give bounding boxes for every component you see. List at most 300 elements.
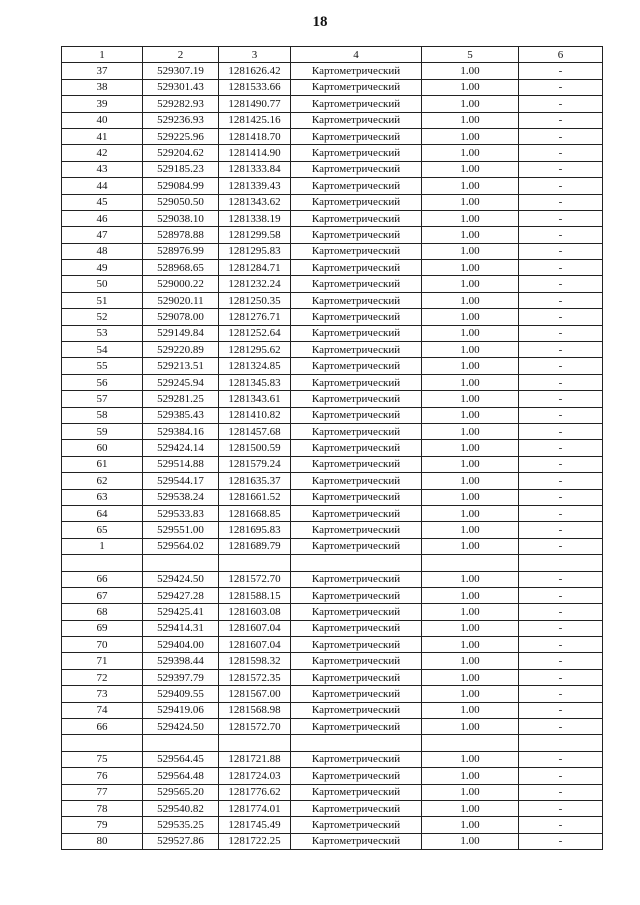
table-cell: - [519, 538, 603, 554]
table-cell: - [519, 423, 603, 439]
table-cell: - [519, 473, 603, 489]
table-row [62, 456, 603, 472]
table-cell: 1.00 [422, 833, 519, 849]
table-cell: 75 [62, 751, 143, 767]
table-cell: 1281252.64 [219, 325, 291, 341]
table-cell: - [519, 145, 603, 161]
table-cell: 1281343.62 [219, 194, 291, 210]
table-cell: 72 [62, 669, 143, 685]
table-row [62, 637, 603, 653]
table-cell: 529038.10 [143, 210, 219, 226]
table-cell: 1.00 [422, 227, 519, 243]
table-cell: 1281410.82 [219, 407, 291, 423]
table-cell: 1.00 [422, 63, 519, 79]
table-cell: 529307.19 [143, 63, 219, 79]
table-cell: - [519, 587, 603, 603]
table-row [62, 325, 603, 341]
table-cell: 1281572.35 [219, 669, 291, 685]
table-cell: - [519, 768, 603, 784]
table-cell: 1281721.88 [219, 751, 291, 767]
table-cell: 529000.22 [143, 276, 219, 292]
table-cell: 1281457.68 [219, 423, 291, 439]
table-cell: 529533.83 [143, 505, 219, 521]
table-row [62, 784, 603, 800]
table-cell: 1.00 [422, 96, 519, 112]
table-row [62, 489, 603, 505]
table-cell: 1.00 [422, 571, 519, 587]
table-cell: 38 [62, 79, 143, 95]
table-cell: 529424.14 [143, 440, 219, 456]
table-cell: Картометрический [291, 571, 422, 587]
table-cell: 1281339.43 [219, 178, 291, 194]
table-cell: 1.00 [422, 768, 519, 784]
table-cell: 1.00 [422, 260, 519, 276]
table-row [62, 800, 603, 816]
table-cell: Картометрический [291, 194, 422, 210]
table-cell [143, 735, 219, 751]
table-cell: 73 [62, 686, 143, 702]
table-cell: 44 [62, 178, 143, 194]
table-cell: 1.00 [422, 210, 519, 226]
table-cell: 1281299.58 [219, 227, 291, 243]
table-row [62, 243, 603, 259]
table-cell: 529236.93 [143, 112, 219, 128]
table-cell: 1.00 [422, 522, 519, 538]
table-cell: - [519, 817, 603, 833]
table-cell: 1281603.08 [219, 604, 291, 620]
table-cell: 1281724.03 [219, 768, 291, 784]
table-cell: 529397.79 [143, 669, 219, 685]
table-cell: Картометрический [291, 178, 422, 194]
table-cell [62, 555, 143, 571]
table-cell: 1 [62, 538, 143, 554]
table-cell: 529527.86 [143, 833, 219, 849]
table-row [62, 194, 603, 210]
table-row [62, 522, 603, 538]
table-row [62, 702, 603, 718]
table-cell: - [519, 604, 603, 620]
table-cell: 1.00 [422, 489, 519, 505]
table-cell: 1281635.37 [219, 473, 291, 489]
table-cell: 1281276.71 [219, 309, 291, 325]
table-row [62, 473, 603, 489]
table-row [62, 96, 603, 112]
table-cell: 529564.45 [143, 751, 219, 767]
table-cell: Картометрический [291, 505, 422, 521]
table-cell: 1281588.15 [219, 587, 291, 603]
table-row [62, 145, 603, 161]
table-cell: Картометрический [291, 292, 422, 308]
table-cell: - [519, 719, 603, 735]
table-cell: 1281568.98 [219, 702, 291, 718]
table-row [62, 358, 603, 374]
table-row [62, 751, 603, 767]
table-cell: 62 [62, 473, 143, 489]
table-cell: 63 [62, 489, 143, 505]
table-cell: 1281567.00 [219, 686, 291, 702]
table-cell: 1281774.01 [219, 800, 291, 816]
table-cell: 64 [62, 505, 143, 521]
table-cell: - [519, 178, 603, 194]
table-cell [422, 735, 519, 751]
table-cell: - [519, 391, 603, 407]
table-cell: 55 [62, 358, 143, 374]
table-cell: 68 [62, 604, 143, 620]
table-cell: - [519, 620, 603, 636]
table-cell: - [519, 210, 603, 226]
table-cell [519, 735, 603, 751]
table-cell: - [519, 96, 603, 112]
table-cell: - [519, 751, 603, 767]
table-cell: 1.00 [422, 79, 519, 95]
table-cell: 1.00 [422, 145, 519, 161]
table-cell: 528978.88 [143, 227, 219, 243]
table-cell: - [519, 358, 603, 374]
table-cell: 529282.93 [143, 96, 219, 112]
column-header: 6 [519, 47, 603, 63]
table-cell: - [519, 440, 603, 456]
table-cell: Картометрический [291, 833, 422, 849]
table-cell: 1.00 [422, 702, 519, 718]
column-header: 3 [219, 47, 291, 63]
table-cell: - [519, 702, 603, 718]
table-cell: - [519, 194, 603, 210]
table-cell: 1.00 [422, 719, 519, 735]
table-cell: 1281232.24 [219, 276, 291, 292]
table-cell: 1.00 [422, 194, 519, 210]
table-cell: 41 [62, 128, 143, 144]
table-row [62, 309, 603, 325]
table-cell: 1281345.83 [219, 374, 291, 390]
table-cell: 42 [62, 145, 143, 161]
table-row [62, 128, 603, 144]
page-number: 18 [312, 14, 328, 30]
table-cell: 1.00 [422, 669, 519, 685]
table-cell: 1.00 [422, 653, 519, 669]
table-cell: 529535.25 [143, 817, 219, 833]
table-cell: 529514.88 [143, 456, 219, 472]
table-cell: 1281722.25 [219, 833, 291, 849]
table-cell: 529078.00 [143, 309, 219, 325]
table-cell: - [519, 292, 603, 308]
table-row [62, 423, 603, 439]
table-cell: Картометрический [291, 686, 422, 702]
table-cell: - [519, 653, 603, 669]
table-cell: - [519, 784, 603, 800]
table-cell: - [519, 686, 603, 702]
table-cell: 529084.99 [143, 178, 219, 194]
table-cell: 1.00 [422, 686, 519, 702]
table-cell: 1281343.61 [219, 391, 291, 407]
table-cell: 70 [62, 637, 143, 653]
table-cell: 57 [62, 391, 143, 407]
table-cell: 1281661.52 [219, 489, 291, 505]
table-cell: 43 [62, 161, 143, 177]
table-cell: 529424.50 [143, 719, 219, 735]
table-cell: 529427.28 [143, 587, 219, 603]
table-cell: 1281579.24 [219, 456, 291, 472]
table-cell: 1.00 [422, 440, 519, 456]
table-cell: Картометрический [291, 653, 422, 669]
table-cell: 1.00 [422, 817, 519, 833]
table-cell: - [519, 833, 603, 849]
table-cell: 1281295.62 [219, 342, 291, 358]
table-cell: - [519, 309, 603, 325]
table-cell: - [519, 63, 603, 79]
table-cell: 52 [62, 309, 143, 325]
table-cell: 1281533.66 [219, 79, 291, 95]
table-cell: 1.00 [422, 800, 519, 816]
table-cell: 66 [62, 719, 143, 735]
table-cell: 529424.50 [143, 571, 219, 587]
table-cell: 529551.00 [143, 522, 219, 538]
table-row [62, 768, 603, 784]
table-cell: - [519, 669, 603, 685]
table-cell: 529544.17 [143, 473, 219, 489]
table-row [62, 587, 603, 603]
table-cell: Картометрический [291, 538, 422, 554]
table-row [62, 178, 603, 194]
table-cell: 76 [62, 768, 143, 784]
table-cell [143, 555, 219, 571]
table-cell: - [519, 456, 603, 472]
table-row [62, 538, 603, 554]
table-cell: 528968.65 [143, 260, 219, 276]
table-row [62, 391, 603, 407]
table-cell: 529225.96 [143, 128, 219, 144]
column-header: 2 [143, 47, 219, 63]
table-cell: 40 [62, 112, 143, 128]
table-row [62, 210, 603, 226]
table-cell [291, 555, 422, 571]
table-cell: 1281324.85 [219, 358, 291, 374]
table-cell: 529384.16 [143, 423, 219, 439]
table-cell: 67 [62, 587, 143, 603]
table-row [62, 555, 603, 571]
table-row [62, 653, 603, 669]
table-cell: Картометрический [291, 96, 422, 112]
table-cell: 1.00 [422, 358, 519, 374]
table-cell: Картометрический [291, 669, 422, 685]
table-cell: 1281295.83 [219, 243, 291, 259]
table-cell: 54 [62, 342, 143, 358]
table-cell: Картометрический [291, 768, 422, 784]
table-cell: Картометрический [291, 456, 422, 472]
table-row [62, 604, 603, 620]
table-cell: 1281333.84 [219, 161, 291, 177]
table-cell: 65 [62, 522, 143, 538]
table-cell: 1.00 [422, 620, 519, 636]
table-cell: Картометрический [291, 817, 422, 833]
table-cell: 1281745.49 [219, 817, 291, 833]
table-cell: 56 [62, 374, 143, 390]
table-row [62, 227, 603, 243]
table-cell: 529185.23 [143, 161, 219, 177]
table-cell: Картометрический [291, 260, 422, 276]
table-cell: 1.00 [422, 784, 519, 800]
table-cell: Картометрический [291, 161, 422, 177]
table-cell: 528976.99 [143, 243, 219, 259]
table-cell: 1.00 [422, 637, 519, 653]
table-cell: Картометрический [291, 391, 422, 407]
table-row [62, 342, 603, 358]
table-cell: 529565.20 [143, 784, 219, 800]
table-row [62, 669, 603, 685]
table-cell: Картометрический [291, 423, 422, 439]
table-row [62, 505, 603, 521]
table-cell: Картометрический [291, 342, 422, 358]
table-cell: Картометрический [291, 719, 422, 735]
table-cell: 529220.89 [143, 342, 219, 358]
table-cell: 79 [62, 817, 143, 833]
table-cell: 1.00 [422, 178, 519, 194]
table-cell: 1.00 [422, 473, 519, 489]
table-cell: Картометрический [291, 587, 422, 603]
table-cell: - [519, 227, 603, 243]
table-cell: 1.00 [422, 112, 519, 128]
table-cell: 71 [62, 653, 143, 669]
table-cell: 49 [62, 260, 143, 276]
table-cell: 1.00 [422, 374, 519, 390]
table-cell: Картометрический [291, 489, 422, 505]
table-cell: 1281776.62 [219, 784, 291, 800]
table-cell: 59 [62, 423, 143, 439]
table-row [62, 79, 603, 95]
table-cell: - [519, 637, 603, 653]
table-cell: 529409.55 [143, 686, 219, 702]
table-cell: 1281607.04 [219, 620, 291, 636]
table-cell: 529385.43 [143, 407, 219, 423]
table-cell: Картометрический [291, 702, 422, 718]
table-row [62, 719, 603, 735]
table-cell: 1.00 [422, 292, 519, 308]
column-header: 4 [291, 47, 422, 63]
table-cell [219, 735, 291, 751]
table-cell: 529213.51 [143, 358, 219, 374]
table-cell: 529540.82 [143, 800, 219, 816]
table-cell: 529398.44 [143, 653, 219, 669]
table-cell: Картометрический [291, 620, 422, 636]
table-cell: 51 [62, 292, 143, 308]
table-cell: - [519, 374, 603, 390]
table-cell [219, 555, 291, 571]
table-row [62, 292, 603, 308]
table-cell: Картометрический [291, 800, 422, 816]
table-cell: Картометрический [291, 227, 422, 243]
table-cell: 529538.24 [143, 489, 219, 505]
table-cell: - [519, 407, 603, 423]
table-row [62, 833, 603, 849]
column-header: 1 [62, 47, 143, 63]
table-cell: 1.00 [422, 243, 519, 259]
table-cell: 1.00 [422, 751, 519, 767]
table-cell: 78 [62, 800, 143, 816]
table-cell: 1281572.70 [219, 571, 291, 587]
table-cell: Картометрический [291, 473, 422, 489]
table-cell: Картометрический [291, 276, 422, 292]
table-cell: 58 [62, 407, 143, 423]
table-row [62, 620, 603, 636]
table-cell: Картометрический [291, 325, 422, 341]
table-cell: 1281418.70 [219, 128, 291, 144]
table-cell: - [519, 522, 603, 538]
table-cell: Картометрический [291, 440, 422, 456]
table-header-row [62, 47, 603, 63]
table-row [62, 817, 603, 833]
table-cell: 61 [62, 456, 143, 472]
table-cell: 45 [62, 194, 143, 210]
table-cell: 1.00 [422, 325, 519, 341]
table-cell: 1.00 [422, 309, 519, 325]
table-cell: 1281689.79 [219, 538, 291, 554]
table-row [62, 260, 603, 276]
table-cell: Картометрический [291, 79, 422, 95]
table-cell: 529414.31 [143, 620, 219, 636]
table-cell: 1281338.19 [219, 210, 291, 226]
table-cell: 69 [62, 620, 143, 636]
table-cell: 529020.11 [143, 292, 219, 308]
table-cell: 1.00 [422, 128, 519, 144]
table-cell: 529564.02 [143, 538, 219, 554]
table-cell: 53 [62, 325, 143, 341]
table-cell: 1.00 [422, 407, 519, 423]
table-cell: - [519, 489, 603, 505]
table-cell: - [519, 112, 603, 128]
table-cell: 47 [62, 227, 143, 243]
table-cell: 1281500.59 [219, 440, 291, 456]
table-cell: 74 [62, 702, 143, 718]
table-cell: 1.00 [422, 505, 519, 521]
column-header: 5 [422, 47, 519, 63]
table-cell: - [519, 571, 603, 587]
table-cell: Картометрический [291, 358, 422, 374]
table-row [62, 276, 603, 292]
table-cell: - [519, 800, 603, 816]
table-cell: - [519, 342, 603, 358]
table-cell: - [519, 79, 603, 95]
table-cell: 66 [62, 571, 143, 587]
table-cell: Картометрический [291, 522, 422, 538]
table-row [62, 440, 603, 456]
table-cell [519, 555, 603, 571]
table-cell: Картометрический [291, 604, 422, 620]
table-row [62, 686, 603, 702]
table-cell: - [519, 161, 603, 177]
table-cell: - [519, 260, 603, 276]
table-cell: - [519, 243, 603, 259]
table-cell: 1.00 [422, 342, 519, 358]
table-cell: 1281598.32 [219, 653, 291, 669]
table-body [62, 63, 603, 850]
table-cell: 1281668.85 [219, 505, 291, 521]
table-cell: Картометрический [291, 407, 422, 423]
table-row [62, 161, 603, 177]
table-row [62, 112, 603, 128]
table-cell: - [519, 325, 603, 341]
coordinates-table [61, 46, 603, 850]
table-cell: 529245.94 [143, 374, 219, 390]
table-cell: 1281695.83 [219, 522, 291, 538]
table-cell: - [519, 276, 603, 292]
table-row [62, 571, 603, 587]
table-cell: Картометрический [291, 112, 422, 128]
table-cell: 1281284.71 [219, 260, 291, 276]
table-cell: Картометрический [291, 637, 422, 653]
table-cell: 1.00 [422, 276, 519, 292]
table-cell: 1281572.70 [219, 719, 291, 735]
table-cell: 1.00 [422, 391, 519, 407]
table-cell: 48 [62, 243, 143, 259]
